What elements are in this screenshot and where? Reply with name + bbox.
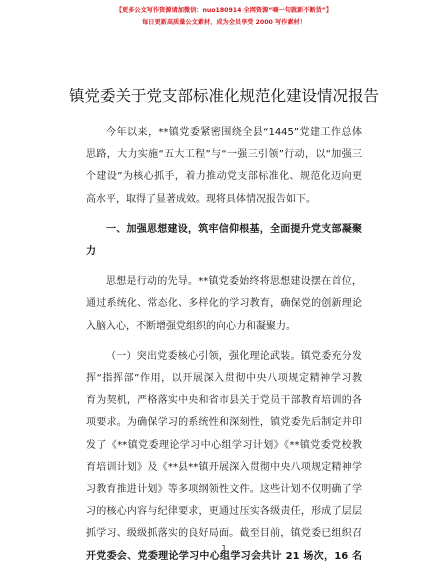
intro-line: 思路，大力实施“五大工程”与“一强三引领”行动，以“加强三 <box>86 149 362 161</box>
paragraph-line: 发了《**镇党委理论学习中心组学习计划》《**镇党委党校教 <box>86 439 362 451</box>
paragraph-line: 通过系统化、常态化、多样化的学习教育，确保党的创新理论 <box>86 298 362 310</box>
section-heading-line: 一、加强思想建设，筑牢信仰根基，全面提升党支部凝聚 <box>106 223 362 235</box>
paragraph-line: 育培训计划》及《**县**镇开展深入贯彻中央八项规定精神学 <box>86 461 362 473</box>
paragraph-gap <box>86 263 362 271</box>
page-number: 1 <box>221 544 227 553</box>
paragraph-line: （一）突出党委核心引领，强化理论武装。镇党委充分发 <box>106 350 362 362</box>
section-heading-1 <box>86 219 362 263</box>
paragraph-gap <box>86 211 362 219</box>
paragraph-line: 育为契机，严格落实中央和省市县关于党员干部教育培训的各 <box>86 395 362 407</box>
promo-banner-line-2: 每日更新高质量公文素材，成为会员享受 2000 写作素材！ <box>142 19 306 26</box>
section-heading-line: 力 <box>86 246 96 258</box>
paragraph-gap <box>86 338 362 346</box>
paragraph-3 <box>86 346 362 568</box>
paragraph-line: 入脑入心，不断增强党组织的向心力和凝聚力。 <box>86 320 296 332</box>
document-body <box>86 122 362 568</box>
paragraph-line: 抓学习、级级抓落实的良好局面。截至目前，镇党委已组织召 <box>86 528 362 540</box>
paragraph-line: 习的核心内容与纪律要求，更通过压实各级责任，形成了层层 <box>86 506 362 518</box>
paragraph-line: 思想是行动的先导。**镇党委始终将思想建设摆在首位， <box>106 276 362 288</box>
intro-line: 个建设”为核心抓手，着力推动党支部标准化、规范化迈向更 <box>86 171 362 183</box>
paragraph-line: 开党委会、党委理论学习中心组学习会共计 21 场次，16 名 <box>86 550 362 562</box>
paragraph-line: 项要求。为确保学习的系统性和深刻性，镇党委先后制定并印 <box>86 417 362 429</box>
paragraph-line: 挥“指挥部”作用，以开展深入贯彻中央八项规定精神学习教 <box>86 373 362 385</box>
promo-banner-line-1: 【更多公文写作资源请加微信：nuo180914 全网资源“嘀一句就新不断货”】 <box>115 7 333 14</box>
intro-paragraph <box>86 122 362 211</box>
paragraph-line: 习教育推进计划》等多项纲领性文件。这些计划不仅明确了学 <box>86 484 362 496</box>
intro-line: 今年以来，**镇党委紧密围绕全县“1445”党建工作总体 <box>106 127 362 138</box>
document-title: 镇党委关于党支部标准化规范化建设情况报告 <box>68 87 379 105</box>
promo-banner <box>0 5 448 29</box>
intro-line: 高水平，取得了显著成效。现将具体情况报告如下。 <box>86 193 316 205</box>
paragraph-2 <box>86 271 362 338</box>
